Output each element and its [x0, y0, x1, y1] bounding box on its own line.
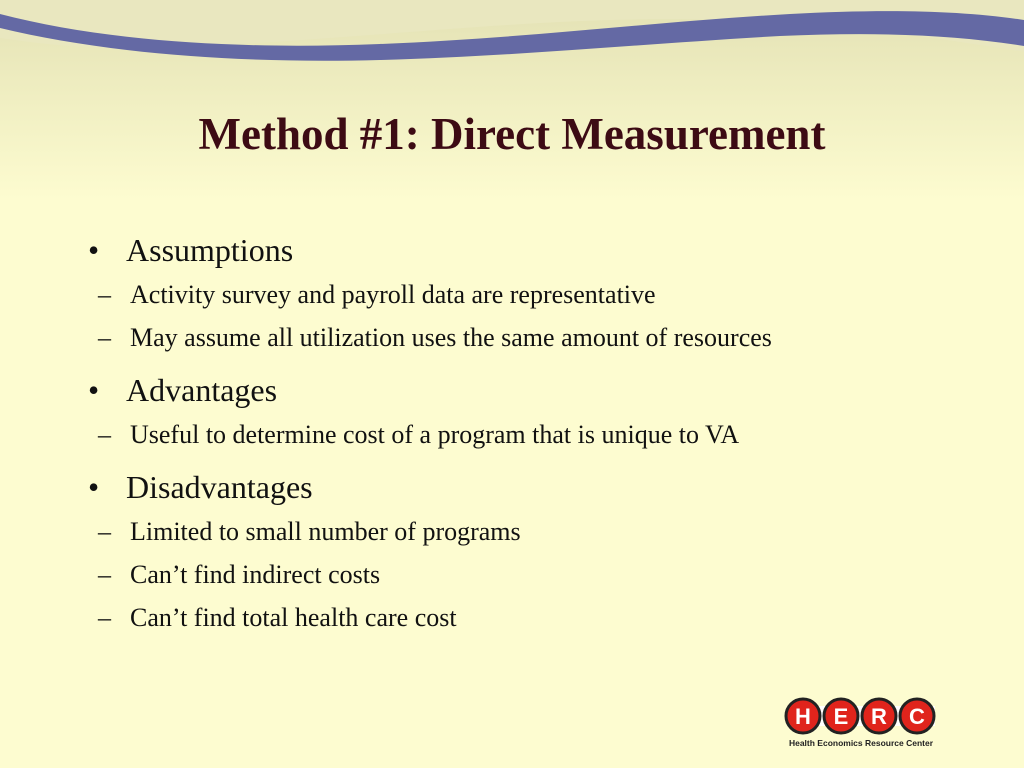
bullet-marker: •	[88, 372, 100, 408]
logo-letter-h	[786, 699, 820, 733]
logo-caption: Health Economics Resource Center	[788, 738, 934, 748]
bullet-heading: Disadvantages	[126, 469, 313, 505]
sub-list-assumptions	[84, 276, 944, 356]
bullet-assumptions	[84, 228, 944, 272]
logo-letter-c	[900, 699, 934, 733]
bullet-marker: •	[88, 469, 100, 505]
sub-bullet-text: Limited to small number of programs	[130, 517, 521, 546]
dash-marker: –	[98, 280, 111, 309]
dash-marker: –	[98, 560, 111, 589]
svg-text:E: E	[833, 704, 849, 729]
dash-marker: –	[98, 420, 111, 449]
sub-bullet-text: May assume all utilization uses the same amount of resources	[130, 323, 772, 352]
dash-marker: –	[98, 603, 111, 632]
sub-bullet-text: Activity survey and payroll data are representative	[130, 280, 656, 309]
wave-band-decoration	[0, 0, 1024, 200]
bullet-list	[84, 228, 944, 648]
sub-bullet	[84, 416, 944, 453]
dash-marker: –	[98, 517, 111, 546]
bullet-heading: Assumptions	[126, 232, 294, 268]
svg-text:C: C	[909, 704, 925, 729]
sub-bullet	[84, 276, 944, 313]
bullet-marker: •	[88, 232, 100, 268]
herc-logo	[781, 692, 941, 752]
bullet-advantages	[84, 368, 944, 412]
sub-bullet	[84, 556, 944, 593]
bullet-disadvantages	[84, 465, 944, 509]
sub-bullet	[84, 319, 944, 356]
bullet-heading: Advantages	[126, 372, 278, 408]
logo-letter-r	[862, 699, 896, 733]
sub-bullet-text: Can’t find indirect costs	[130, 560, 381, 589]
sub-bullet	[84, 599, 944, 636]
dash-marker: –	[98, 323, 111, 352]
svg-text:R: R	[871, 704, 887, 729]
sub-bullet-text: Useful to determine cost of a program that is unique to VA	[130, 420, 740, 449]
sub-bullet-text: Can’t find total health care cost	[130, 603, 457, 632]
logo-letter-e	[824, 699, 858, 733]
sub-list-disadvantages	[84, 513, 944, 636]
sub-list-advantages	[84, 416, 944, 453]
svg-text:H: H	[795, 704, 811, 729]
sub-bullet	[84, 513, 944, 550]
slide-title: Method #1: Direct Measurement	[198, 109, 826, 159]
